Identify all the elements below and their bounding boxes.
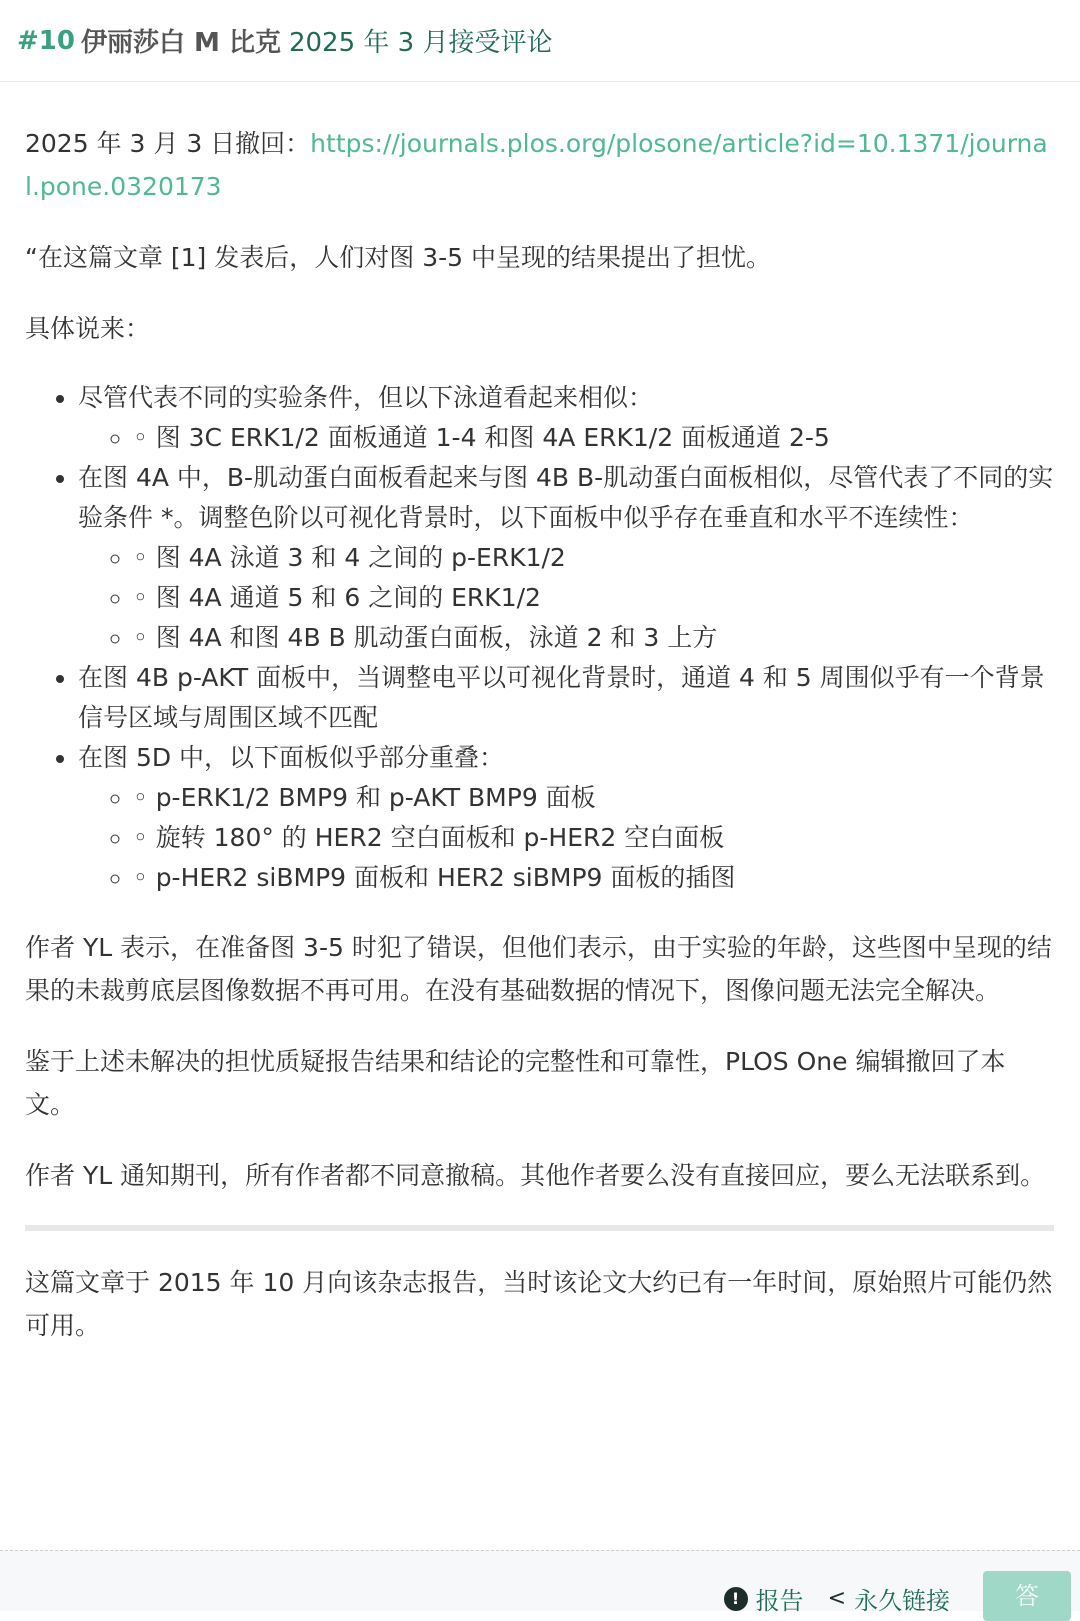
body-paragraph: 作者 YL 通知期刊，所有作者都不同意撤稿。其他作者要么没有直接回应，要么无法联系到。 bbox=[25, 1161, 1046, 1190]
issue-sublist bbox=[78, 538, 1054, 658]
issue-text: 在图 4B p-AKT 面板中，当调整电平以可视化背景时，通道 4 和 5 周围似乎有一个背景信号区域与周围区域不匹配 bbox=[78, 663, 1045, 732]
comment-author[interactable]: 伊丽莎白 M 比克 bbox=[80, 28, 281, 58]
issue-subitem: ◦ ◦ 旋转 180° 的 HER2 空白面板和 p-HER2 空白面板 bbox=[133, 818, 1054, 858]
issue-text: 尽管代表不同的实验条件，但以下泳道看起来相似： bbox=[78, 383, 654, 412]
specifically-paragraph: 具体说来： bbox=[25, 314, 151, 343]
body-paragraph: 鉴于上述未解决的担忧质疑报告结果和结论的完整性和可靠性，PLOS One 编辑撤回了本文。 bbox=[25, 1047, 1006, 1119]
issue-sublist bbox=[78, 778, 1054, 898]
permalink-link[interactable]: 永久链接 bbox=[854, 1587, 950, 1615]
footer-actions bbox=[724, 1581, 950, 1616]
alert-icon[interactable]: ! bbox=[724, 1587, 748, 1611]
issue-item bbox=[78, 738, 1054, 898]
issue-sublist bbox=[78, 418, 1054, 458]
section-divider bbox=[25, 1225, 1054, 1231]
comment-date: 2025 年 3 月接受评论 bbox=[288, 28, 553, 58]
issue-subitem: ◦ ◦ 图 3C ERK1/2 面板通道 1-4 和图 4A ERK1/2 面板通道 2-5 bbox=[133, 418, 1054, 458]
intro-paragraph: “在这篇文章 [1] 发表后，人们对图 3-5 中呈现的结果提出了担忧。 bbox=[25, 243, 771, 272]
issue-subitem: ◦ ◦ p-HER2 siBMP9 面板和 HER2 siBMP9 面板的插图 bbox=[133, 858, 1054, 898]
issue-subitem: ◦ ◦ 图 4A 和图 4B B 肌动蛋白面板，泳道 2 和 3 上方 bbox=[133, 618, 1054, 658]
body-paragraph: 作者 YL 表示，在准备图 3-5 时犯了错误，但他们表示，由于实验的年龄，这些图中呈现的结果的未裁剪底层图像数据不再可用。在没有基础数据的情况下，图像问题无法完全解决。 bbox=[25, 933, 1052, 1005]
issue-text: 在图 4A 中，B-肌动蛋白面板看起来与图 4B B-肌动蛋白面板相似，尽管代表了不同的实验条件 *。调整色阶以可视化背景时，以下面板中似乎存在垂直和水平不连续性： bbox=[78, 463, 1054, 532]
note-section bbox=[0, 1261, 1080, 1347]
note-paragraph: 这篇文章于 2015 年 10 月向该杂志报告，当时该论文大约已有一年时间，原始照片可能仍然可用。 bbox=[25, 1268, 1053, 1340]
issue-item bbox=[78, 658, 1054, 738]
retraction-notice bbox=[25, 122, 1054, 208]
comment-header bbox=[0, 0, 1080, 82]
issue-subitem: ◦ ◦ 图 4A 泳道 3 和 4 之间的 p-ERK1/2 bbox=[133, 538, 1054, 578]
issue-list bbox=[25, 378, 1054, 898]
comment-number[interactable]: #10 bbox=[17, 25, 75, 56]
report-link[interactable]: 报告 bbox=[755, 1587, 804, 1615]
retraction-prefix: 2025 年 3 月 3 日撤回： bbox=[25, 129, 311, 158]
comment-footer bbox=[0, 1550, 1080, 1615]
retraction-link[interactable]: https://journals.plos.org/plosone/article?id=10.1371/journal.pone.0320173 bbox=[25, 129, 1048, 201]
answer-button[interactable]: 答 bbox=[983, 1571, 1071, 1621]
issue-text: 在图 5D 中，以下面板似乎部分重叠： bbox=[78, 743, 505, 772]
share-icon[interactable]: < bbox=[827, 1586, 846, 1611]
issue-subitem: ◦ ◦ 图 4A 通道 5 和 6 之间的 ERK1/2 bbox=[133, 578, 1054, 618]
issue-item bbox=[78, 458, 1054, 658]
issue-item bbox=[78, 378, 1054, 458]
issue-subitem: ◦ ◦ p-ERK1/2 BMP9 和 p-AKT BMP9 面板 bbox=[133, 778, 1054, 818]
comment-body bbox=[0, 82, 1080, 1197]
